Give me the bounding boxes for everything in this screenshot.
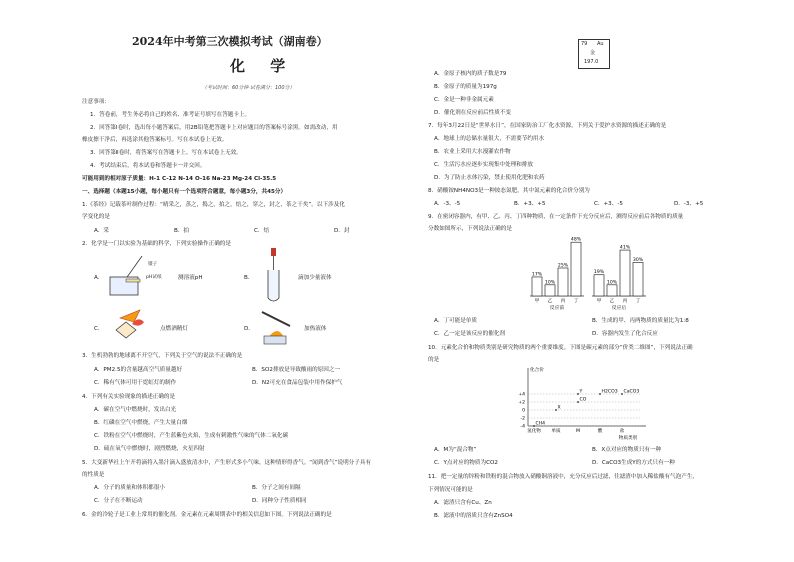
q6-option: D．催化剂在反应前后性质不变 bbox=[434, 110, 512, 116]
y-axis-title: 化合价 bbox=[530, 368, 544, 373]
bar-chart-before bbox=[528, 232, 592, 312]
q3-option: D．N2可充在食品包装中用作保护气 bbox=[252, 380, 343, 386]
q2-label: A． bbox=[94, 275, 104, 281]
category-label: 酸 bbox=[597, 429, 603, 434]
q7-option: B．农业上采用大水漫灌农作物 bbox=[434, 149, 511, 155]
tweezers-label: 镊子 bbox=[148, 262, 158, 267]
atomic-masses: 可能用到的相对原子质量：H-1 C-12 N-14 O-16 Na-23 Mg-24 Cl-35.5 bbox=[82, 176, 277, 182]
heating-tube-figure bbox=[254, 304, 304, 346]
bar-value-label: 25% bbox=[557, 263, 569, 269]
q2-caption: 测溶液pH bbox=[178, 275, 203, 281]
q3-option: C．稀有气体可用于霓虹灯的制作 bbox=[94, 380, 177, 386]
data-point-label: CH4 bbox=[535, 421, 546, 427]
q5-stem: 的性质是 bbox=[82, 472, 105, 478]
q1-option: D．封 bbox=[334, 228, 350, 234]
q11-option: B．滤液中的溶质只含有ZnSO4 bbox=[434, 513, 513, 519]
q7-option: C．生活污水应逐步实现集中处理和排放 bbox=[434, 162, 534, 168]
q10-option: C．Y点对应的物质为CO2 bbox=[434, 460, 498, 466]
q2-label: B． bbox=[244, 275, 254, 281]
element-name: 金 bbox=[590, 50, 596, 56]
subject-title: 化 学 bbox=[230, 57, 296, 75]
data-point-label: H2CO3 bbox=[601, 389, 618, 395]
q5-option: C．分子在不断运动 bbox=[94, 498, 143, 504]
y-tick-label: +4 bbox=[518, 392, 525, 398]
bar-value-label: 41% bbox=[619, 245, 631, 251]
data-point-label: CaCO3 bbox=[623, 389, 640, 395]
notice-item: 1．答卷前，考生务必将自己的姓名、准考证号填写在答题卡上。 bbox=[90, 112, 251, 118]
category-label: 乙 bbox=[547, 299, 553, 304]
q9-stem: 9．在密闭容器内，有甲、乙、丙、丁四种物质，在一定条件下充分反应后，测得反应前后各物质的质量 bbox=[428, 214, 684, 220]
data-point-label: Y bbox=[579, 389, 583, 395]
category-label: 甲 bbox=[596, 299, 602, 304]
valence-class-chart bbox=[506, 364, 656, 442]
q3-stem: 3．生机勃勃的地球离不开空气，下列关于空气的说法不正确的是 bbox=[82, 353, 243, 359]
element-symbol: Au bbox=[597, 41, 604, 47]
category-label: 单质 bbox=[551, 429, 561, 434]
element-card bbox=[578, 39, 610, 69]
bar bbox=[594, 275, 604, 296]
q1-stem: 1.《茶经》记载茶叶制作过程：“晴采之，蒸之，捣之，拍之，焙之，穿之，封之，茶之干矣”。以下涉及化 bbox=[82, 202, 345, 208]
q2-caption: 点燃酒精灯 bbox=[160, 326, 188, 332]
bar-value-label: 10% bbox=[544, 280, 556, 286]
bar-chart-after bbox=[590, 232, 654, 312]
bar bbox=[545, 285, 555, 296]
y-tick-label: +2 bbox=[518, 400, 525, 406]
q11-stem: 下列情况可能的是 bbox=[428, 487, 473, 493]
category-label: 氢化物 bbox=[527, 429, 541, 434]
y-tick-label: 0 bbox=[522, 408, 525, 414]
q4-stem: 4．下列有关实验现象的描述正确的是 bbox=[82, 394, 176, 400]
q7-option: D．为了防止水体污染，禁止使用化肥和农药 bbox=[434, 175, 545, 181]
bar bbox=[620, 250, 630, 296]
bar bbox=[607, 285, 617, 296]
q10-option: A．M为“混合物” bbox=[434, 447, 477, 453]
q1-option: C．焙 bbox=[254, 228, 270, 234]
notice-item: 3．回答第Ⅱ卷时，将答案写在答题卡上。写在本试卷上无效。 bbox=[90, 150, 242, 156]
notice-heading: 注意事项： bbox=[82, 99, 110, 105]
category-label: 丙 bbox=[622, 299, 628, 304]
q10-stem: 10．元素化合价和物质类别是研究物质的两个重要维度。下图是碳元素的部分“价类二维图”，下列说法正确 bbox=[428, 345, 693, 351]
q5-option: A．分子的质量和体积都很小 bbox=[94, 485, 165, 491]
q1-option: B．拍 bbox=[174, 228, 190, 234]
q8-option: A．-3、-5 bbox=[434, 201, 461, 207]
q6-option: A．金原子核内的质子数是79 bbox=[434, 71, 507, 77]
notice-item: 橡皮擦干净后，再选涂其他答案标号。写在本试卷上无效。 bbox=[82, 137, 228, 143]
bar-value-label: 10% bbox=[606, 280, 618, 286]
x-axis-title: 反应后 bbox=[611, 306, 627, 311]
q6-option: C．金是一种非金属元素 bbox=[434, 97, 494, 103]
exam-title: 2024年中考第三次模拟考试（湖南卷） bbox=[132, 35, 328, 48]
bar-value-label: 17% bbox=[531, 272, 543, 278]
q10-stem: 的是 bbox=[428, 357, 440, 363]
notice-item: 2．回答第Ⅰ卷时，选出每小题答案后，用2B铅笔把答题卡上对应题目的答案标号涂黑。如需改动，用 bbox=[90, 125, 338, 131]
q2-caption: 加热液体 bbox=[304, 326, 327, 332]
dropper-figure bbox=[254, 246, 294, 306]
bar-value-label: 48% bbox=[570, 237, 582, 243]
q6-option: B．金原子的质量为197g bbox=[434, 84, 497, 90]
q4-option: A．碳在空气中燃烧时，发出白光 bbox=[94, 407, 177, 413]
element-mass: 197.0 bbox=[584, 59, 599, 65]
category-label: 丙 bbox=[560, 299, 566, 304]
ph-paper-label: pH试纸 bbox=[146, 275, 162, 280]
q3-option: B．SO2排放是导致酸雨的原因之一 bbox=[252, 367, 341, 373]
q8-stem: 8．硝酸铵NH4NO3是一种铵态氮肥，其中氮元素的化合价分别为 bbox=[428, 188, 590, 194]
q11-stem: 11．把一定量的锌粉和铁粉的混合物放入硝酸铜溶液中，充分反应后过滤，往滤渣中加入稀盐酸有气泡产生， bbox=[428, 474, 699, 480]
q10-option: D．CaCO3生成Y的方式只有一种 bbox=[592, 460, 675, 466]
q8-option: C．+3、-5 bbox=[594, 201, 623, 207]
x-axis-title: 反应前 bbox=[549, 306, 565, 311]
q2-label: C． bbox=[94, 326, 104, 332]
q4-option: D．硫在氧气中燃烧时，剧烈燃烧，火星四射 bbox=[94, 446, 205, 452]
q2-label: D． bbox=[244, 326, 254, 332]
q9-option: B．生成的甲、丙两物质的质量比为1:8 bbox=[592, 318, 689, 324]
q9-option: C．乙一定是该反应的催化剂 bbox=[434, 331, 506, 337]
q5-option: B．分子之间有间隔 bbox=[252, 485, 301, 491]
category-label: 丁 bbox=[573, 299, 579, 304]
category-label: M bbox=[576, 429, 580, 434]
q1-stem: 学变化的是 bbox=[82, 214, 110, 220]
q11-option: A．滤渣只含有Cu、Zn bbox=[434, 500, 492, 506]
category-label: 甲 bbox=[534, 299, 540, 304]
q3-option: A．PM2.5的含量越高空气质量越好 bbox=[94, 367, 183, 373]
q4-option: C．铁粉在空气中燃烧时，产生蓝紫色火焰，生成有刺激性气味的气体二氧化碳 bbox=[94, 433, 289, 439]
q1-option: A．采 bbox=[94, 228, 110, 234]
q5-stem: 5．大变新华社上午开将滴将入墨汁滴入盛放清水中，产生形式多小气味，这种情形得香气。“闻到香气”说明分子具有 bbox=[82, 460, 372, 466]
bar bbox=[633, 262, 643, 296]
alcohol-lamp-figure bbox=[110, 304, 160, 344]
q9-option: A．丁可能是单质 bbox=[434, 318, 477, 324]
bar bbox=[571, 242, 581, 296]
data-point-label: CO bbox=[579, 397, 587, 403]
q6-stem: 6．金的冷轮子是工业上常用的催化剂。金元素在元素周期表中的相关信息如下图。下列说法正确的是 bbox=[82, 512, 332, 518]
bar-value-label: 30% bbox=[632, 257, 644, 263]
data-point-label: X bbox=[557, 405, 561, 411]
category-label: 丁 bbox=[635, 299, 641, 304]
section-heading: 一、选择题（本题15小题，每小题只有一个选项符合题意，每小题3分，共45分） bbox=[82, 189, 287, 195]
category-label: 盐 bbox=[619, 429, 625, 434]
y-tick-label: -2 bbox=[520, 416, 525, 422]
q7-stem: 7．每年3月22日是“世界水日”，在国家防治工厂化水资源，下列关于爱护水资源的描述正确的是 bbox=[428, 123, 667, 129]
q7-option: A．地球上的总储水量很大，不需要节约用水 bbox=[434, 136, 545, 142]
exam-meta: （考试时间：60分钟 试卷满分：100分） bbox=[202, 85, 295, 91]
q9-stem: 分数如图所示，下列说法正确的是 bbox=[428, 226, 512, 232]
q9-option: D．容器内发生了化合反应 bbox=[592, 331, 658, 337]
q2-stem: 2．化学是一门以实验为基础的科学，下列实验操作正确的是 bbox=[82, 241, 231, 247]
q5-option: D．同种分子性质相同 bbox=[252, 498, 307, 504]
q8-option: D．-3、+5 bbox=[674, 201, 704, 207]
q8-option: B．+3、+5 bbox=[514, 201, 546, 207]
bar bbox=[558, 268, 568, 296]
y-tick-label: -4 bbox=[520, 424, 525, 430]
notice-item: 4．考试结束后，将本试卷和答题卡一并交回。 bbox=[90, 163, 206, 169]
category-label: 乙 bbox=[609, 299, 615, 304]
q10-option: B．X点对应的物质只有一种 bbox=[592, 447, 662, 453]
bar bbox=[532, 277, 542, 296]
element-number: 79 bbox=[581, 41, 588, 47]
x-axis-title: 物质类别 bbox=[618, 436, 638, 441]
q4-option: B．红磷在空气中燃烧，产生大量白烟 bbox=[94, 420, 188, 426]
bar-value-label: 19% bbox=[593, 270, 605, 276]
q2-caption: 滴加少量液体 bbox=[298, 275, 332, 281]
